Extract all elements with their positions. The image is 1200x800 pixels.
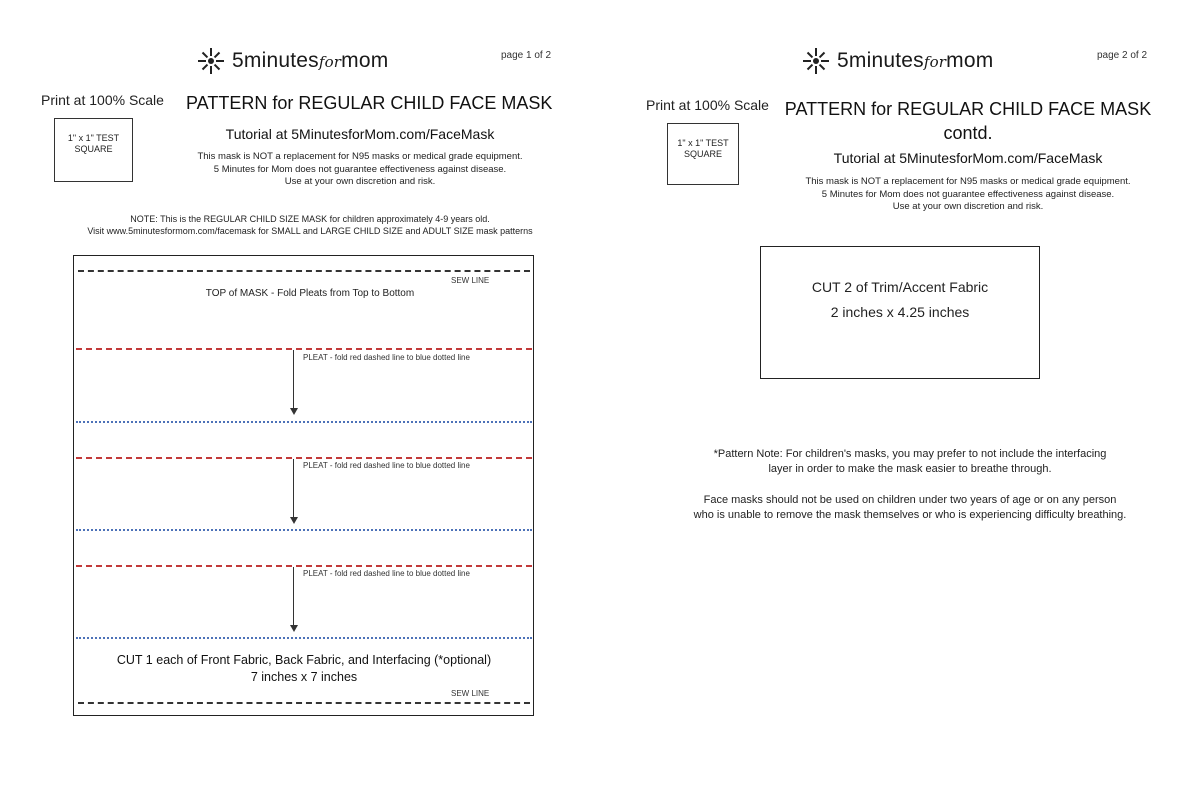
disclaimer: This mask is NOT a replacement for N95 masks or medical grade equipment. 5 Minutes for Mom does not guarantee effectiveness against disease. Use at your own discretion and risk. (197, 151, 523, 187)
logo-for: for (318, 53, 342, 71)
tutorial-link-text: Tutorial at 5MinutesforMom.com/FaceMask (225, 126, 495, 142)
test-square: 1" x 1" TEST SQUARE (54, 118, 133, 182)
logo-prefix: 5minutes (837, 49, 924, 72)
page-title: PATTERN for REGULAR CHILD FACE MASK contd. (784, 99, 1152, 143)
trim-fabric-pattern: CUT 2 of Trim/Accent Fabric 2 inches x 4.25 inches (760, 246, 1040, 379)
mask-pattern (73, 255, 534, 716)
test-square: 1" x 1" TEST SQUARE (667, 123, 739, 185)
pleat-target-line (76, 421, 532, 423)
top-of-mask-label: TOP of MASK - Fold Pleats from Top to Bottom (205, 288, 415, 299)
sew-line-top (78, 270, 530, 272)
age-warning: Face masks should not be used on children under two years of age or on any person who is unable to remove the mask themselves or who is experiencing difficulty breathing. (693, 494, 1127, 521)
pleat-label: PLEAT - fold red dashed line to blue dotted line (303, 353, 470, 362)
fold-arrow-line (293, 459, 294, 517)
pleat-fold-line (76, 565, 532, 567)
fold-arrow-line (293, 567, 294, 625)
size-note: NOTE: This is the REGULAR CHILD SIZE MASK for children approximately 4-9 years old. Visit www.5minutesformom.com/facemask for SMALL and LARGE CHILD SIZE and ADULT SIZE mask patterns (87, 214, 533, 236)
sew-line-label-bottom: SEW LINE (451, 689, 490, 698)
sew-line-label-top: SEW LINE (451, 276, 490, 285)
flower-sparkle-icon (801, 46, 831, 76)
print-scale-label: Print at 100% Scale (41, 92, 164, 108)
arrow-down-icon (290, 408, 298, 415)
sew-line-bottom (78, 702, 530, 704)
disclaimer: This mask is NOT a replacement for N95 masks or medical grade equipment. 5 Minutes for Mom does not guarantee effectiveness against disease. Use at your own discretion and risk. (805, 176, 1131, 212)
pleat-target-line (76, 529, 532, 531)
arrow-down-icon (290, 517, 298, 524)
logo-prefix: 5minutes (232, 49, 319, 72)
pleat-fold-line (76, 457, 532, 459)
logo-suffix: mom (341, 49, 389, 72)
cut-instructions: CUT 1 each of Front Fabric, Back Fabric, and Interfacing (*optional) 7 inches x 7 inches (116, 653, 492, 684)
pleat-target-line (76, 637, 532, 639)
arrow-down-icon (290, 625, 298, 632)
tutorial-link-text: Tutorial at 5MinutesforMom.com/FaceMask (833, 150, 1103, 166)
page-number: page 1 of 2 (501, 50, 552, 61)
flower-sparkle-icon (196, 46, 226, 76)
pleat-label: PLEAT - fold red dashed line to blue dotted line (303, 461, 470, 470)
logo-suffix: mom (946, 49, 994, 72)
print-scale-label: Print at 100% Scale (646, 97, 769, 113)
page-title: PATTERN for REGULAR CHILD FACE MASK (186, 93, 553, 113)
brand-logo (196, 46, 388, 76)
pleat-label: PLEAT - fold red dashed line to blue dotted line (303, 569, 470, 578)
pattern-note: *Pattern Note: For children's masks, you may prefer to not include the interfacing layer in order to make the mask easier to breathe through. (713, 448, 1107, 475)
fold-arrow-line (293, 350, 294, 408)
page-number: page 2 of 2 (1097, 50, 1148, 61)
pleat-fold-line (76, 348, 532, 350)
brand-logo (801, 46, 993, 76)
logo-for: for (923, 53, 947, 71)
